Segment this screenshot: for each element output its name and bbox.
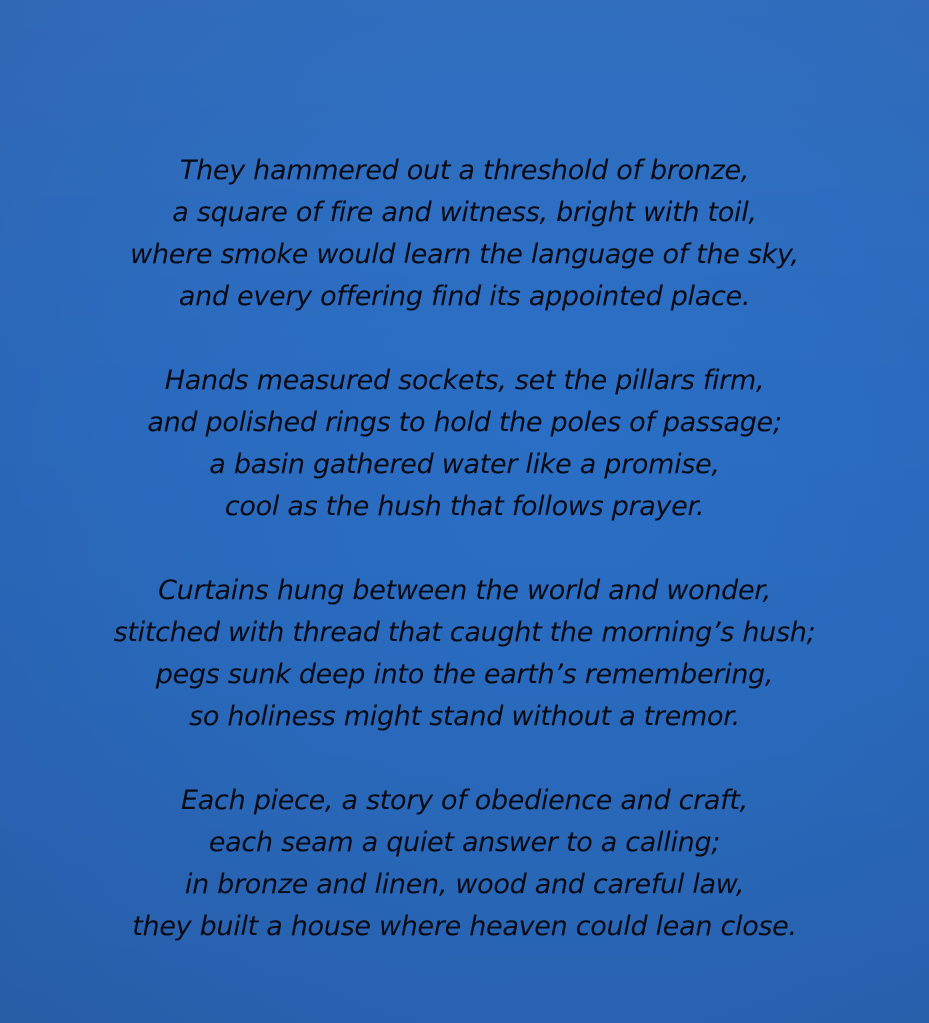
poem-line: Each piece, a story of obedience and craft, (181, 785, 748, 816)
poem-line: cool as the hush that follows prayer. (224, 491, 705, 522)
poem-line: where smoke would learn the language of the sky, (130, 239, 799, 270)
poem-line: in bronze and linen, wood and careful law, (184, 869, 745, 900)
poem-line: and every offering find its appointed place. (178, 281, 751, 312)
poem-line: stitched with thread that caught the morning’s hush; (113, 617, 816, 648)
poem-line: Hands measured sockets, set the pillars firm, (164, 365, 765, 396)
poem-line: Curtains hung between the world and wonder, (158, 575, 771, 606)
poem-line: pegs sunk deep into the earth’s remembering, (155, 659, 774, 690)
poem-line: so holiness might stand without a tremor. (189, 701, 740, 732)
stanza-1 (0, 150, 929, 318)
poem-line: they built a house where heaven could lean close. (132, 911, 797, 942)
poem (0, 150, 929, 990)
poem-line: and polished rings to hold the poles of passage; (147, 407, 782, 438)
poem-line: each seam a quiet answer to a calling; (208, 827, 721, 858)
poem-line: They hammered out a threshold of bronze, (179, 155, 750, 186)
stanza-2 (0, 360, 929, 528)
poem-line: a basin gathered water like a promise, (209, 449, 720, 480)
stanza-3 (0, 570, 929, 738)
poem-line: a square of fire and witness, bright with toil, (172, 197, 757, 228)
stanza-4 (0, 780, 929, 948)
